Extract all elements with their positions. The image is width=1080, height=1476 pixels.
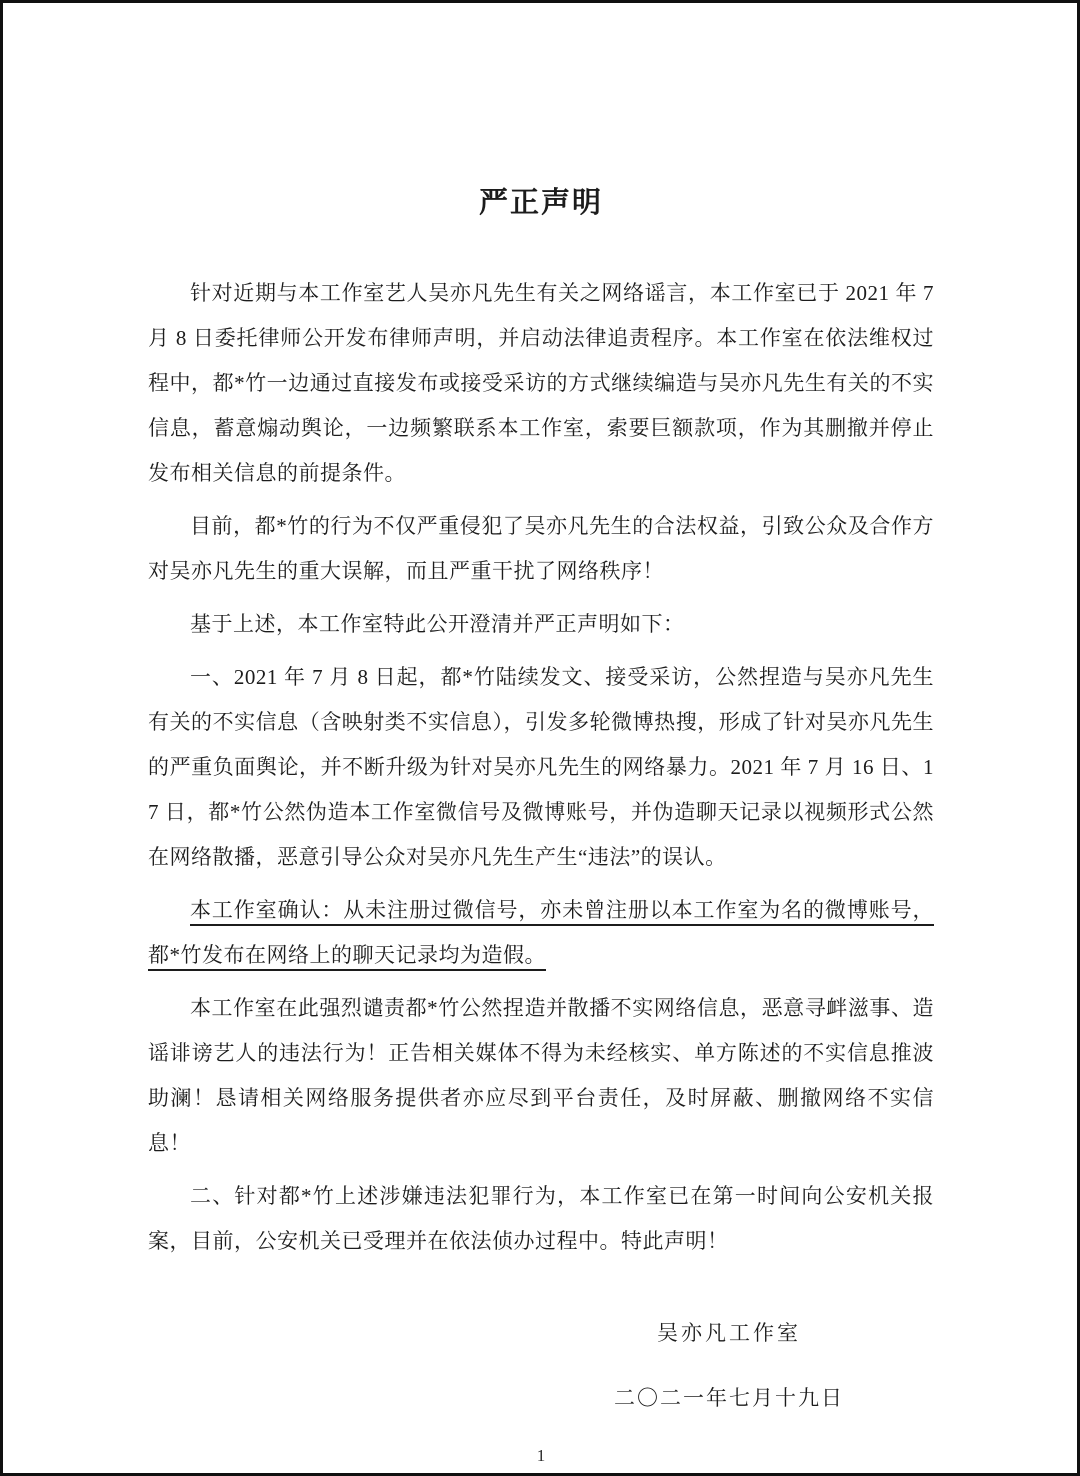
signature: 吴亦凡工作室	[657, 1321, 801, 1345]
statement-item-one: 一、2021 年 7 月 8 日起，都*竹陆续发文、接受采访，公然捏造与吴亦凡先生有关的不实信息（含映射类不实信息），引发多轮微博热搜，形成了针对吴亦凡先生的严重负面舆论，并不断升级为针对吴亦凡先生的网络暴力。2021 年 7 月 16 日、17 日，都*竹公然伪造本工作室微信号及微博账号，并伪造聊天记录以视频形式公然在网络散播，恶意引导公众对吴亦凡先生产生“违法”的误认。	[148, 665, 934, 869]
statement-paragraph-lead-in: 基于上述，本工作室特此公开澄清并严正声明如下：	[190, 612, 685, 636]
signature-block	[524, 1318, 934, 1413]
page-number: 1	[536, 1446, 546, 1465]
signature-date: 二〇二一年七月十九日	[614, 1386, 844, 1410]
statement-paragraph-intro: 针对近期与本工作室艺人吴亦凡先生有关之网络谣言，本工作室已于 2021 年 7 月 8 日委托律师公开发布律师声明，并启动法律追责程序。本工作室在依法维权过程中，都*竹一边通过直接发布或接受采访的方式继续编造与吴亦凡先生有关的不实信息，蓄意煽动舆论，一边频繁联系本工作室，索要巨额款项，作为其删撤并停止发布相关信息的前提条件。	[148, 281, 934, 485]
statement-paragraph-condemnation: 本工作室在此强烈谴责都*竹公然捏造并散播不实网络信息，恶意寻衅滋事、造谣诽谤艺人的违法行为！正告相关媒体不得为未经核实、单方陈述的不实信息推波助澜！恳请相关网络服务提供者亦应尽到平台责任，及时屏蔽、删撤网络不实信息！	[148, 996, 934, 1155]
statement-paragraph-harm: 目前，都*竹的行为不仅严重侵犯了吴亦凡先生的合法权益，引致公众及合作方对吴亦凡先生的重大误解，而且严重干扰了网络秩序！	[148, 514, 934, 583]
document-title: 严正声明	[478, 187, 603, 219]
statement-item-two: 二、针对都*竹上述涉嫌违法犯罪行为，本工作室已在第一时间向公安机关报案，目前，公安机关已受理并在依法侦办过程中。特此声明！	[148, 1184, 934, 1253]
document-body	[148, 271, 934, 1264]
confirmation-paragraph-underlined: 本工作室确认：从未注册过微信号，亦未曾注册以本工作室为名的微博账号，都*竹发布在网络上的聊天记录均为造假。	[148, 898, 934, 967]
